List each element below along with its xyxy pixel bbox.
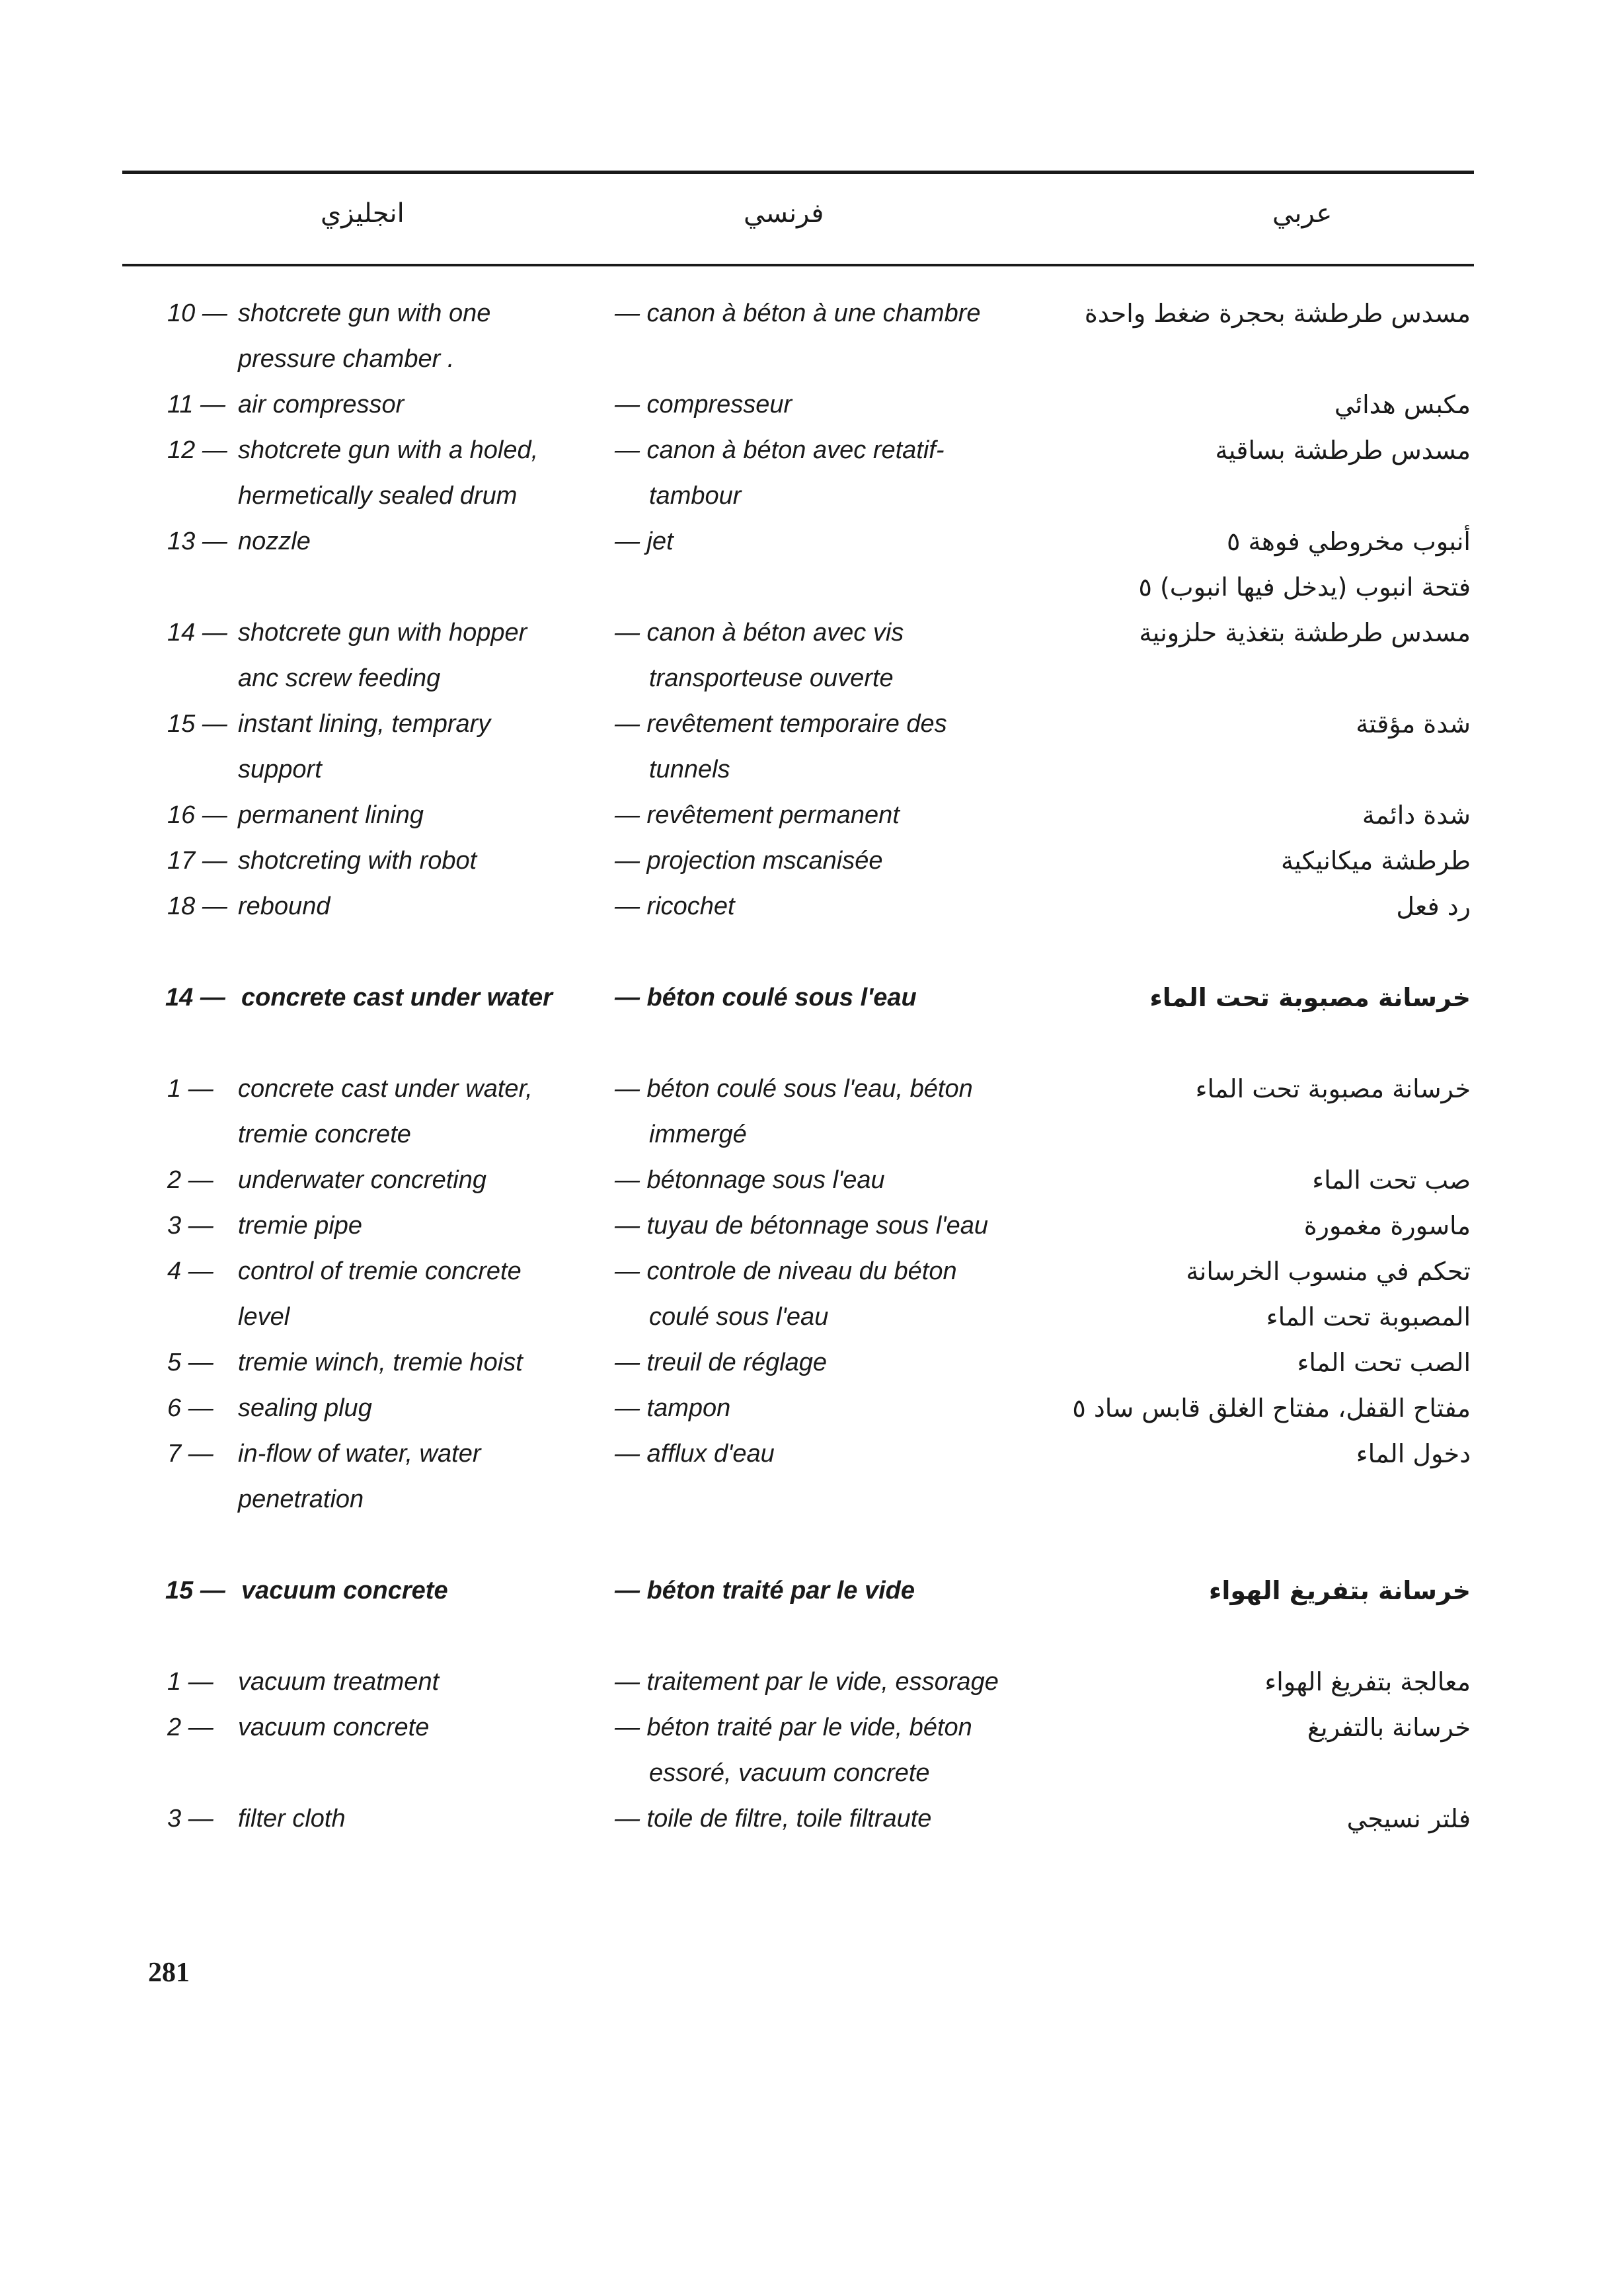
term-english: concrete cast under water [241,984,553,1011]
term-french: coulé sous l'eau [649,1303,829,1331]
term-english: instant lining, temprary [238,710,491,738]
term-english: tremie pipe [238,1212,362,1240]
term-english: level [238,1303,290,1331]
entry-line [0,1249,1624,1294]
entry-line [0,884,1624,930]
term-french: — jet [615,528,674,555]
term-arabic: معالجة بتفريغ الهواء [1264,1667,1471,1696]
term-arabic: شدة مؤقتة [1356,709,1471,738]
term-french: — canon à béton avec retatif- [615,436,945,464]
term-english: tremie winch, tremie hoist [238,1349,523,1376]
term-arabic: شدة دائمة [1362,801,1471,830]
entry-line [0,1158,1624,1203]
term-french: — controle de niveau du béton [615,1257,957,1285]
entry-number: 5 — [167,1349,213,1376]
term-french: essoré, vacuum concrete [649,1759,930,1787]
header-bottom-rule [122,264,1474,266]
term-arabic: مسدس طرطشة بساقية [1215,436,1471,465]
term-french: — revêtement permanent [615,801,900,829]
entry-line [0,1705,1624,1751]
entry-line [0,656,1624,701]
entry-line [0,1659,1624,1705]
term-english: shotcrete gun with a holed, [238,436,539,464]
term-french: — toile de filtre, toile filtraute [615,1805,932,1833]
entry-number: 1 — [167,1668,213,1696]
term-arabic: فتحة انبوب (يدخل فيها انبوب) ٥ [1138,573,1471,602]
term-english: shotcrete gun with one [238,299,491,327]
entry-line [0,1386,1624,1431]
term-french: immergé [649,1121,747,1148]
term-arabic: تحكم في منسوب الخرسانة [1186,1257,1471,1286]
term-arabic: مكبس هدائي [1334,390,1471,419]
entry-line [0,1066,1624,1112]
header-french: فرنسي [744,198,824,229]
entry-line [0,1294,1624,1340]
section-heading [0,975,1624,1021]
term-arabic: ماسورة مغمورة [1303,1211,1471,1240]
term-arabic: فلتر نسيجي [1346,1804,1471,1833]
term-english: shotcreting with robot [238,847,477,875]
entry-line [0,610,1624,656]
entry-line [0,838,1624,884]
term-french: — canon à béton avec vis [615,619,904,647]
term-english: filter cloth [238,1805,346,1833]
entry-number: 10 — [167,299,227,327]
term-french: — treuil de réglage [615,1349,828,1376]
entry-number: 4 — [167,1257,213,1285]
entry-line [0,1112,1624,1158]
header-arabic: عربي [1272,198,1333,229]
term-arabic: المصبوبة تحت الماء [1266,1302,1471,1331]
term-english: nozzle [238,528,311,555]
term-arabic: خرسانة مصبوبة تحت الماء [1195,1074,1471,1103]
term-english: tremie concrete [238,1121,411,1148]
term-french: tunnels [649,756,730,783]
entry-number: 17 — [167,847,227,875]
term-english: rebound [238,892,330,920]
entry-line [0,1796,1624,1842]
entry-number: 13 — [167,528,227,555]
term-english: in-flow of water, water [238,1440,481,1468]
entry-number: 16 — [167,801,227,829]
entry-line [0,1203,1624,1249]
term-arabic: أنبوب مخروطي فوهة ٥ [1227,527,1471,556]
entry-line [0,747,1624,793]
entry-line [0,1477,1624,1523]
entry-number: 7 — [167,1440,213,1468]
column-headers [122,198,1474,245]
term-french: — bétonnage sous l'eau [615,1166,885,1194]
entries-list [0,291,1624,1842]
entry-line [0,382,1624,428]
top-rule [122,171,1474,174]
term-arabic: الصب تحت الماء [1297,1348,1471,1377]
term-arabic: دخول الماء [1356,1439,1471,1468]
term-english: penetration [238,1485,364,1513]
term-french: — béton traité par le vide [615,1577,915,1604]
entry-number: 14 — [165,984,225,1011]
term-arabic: رد فعل [1396,892,1471,921]
entry-line [0,291,1624,336]
header-english: انجليزي [321,198,405,229]
term-french: — tuyau de bétonnage sous l'eau [615,1212,989,1240]
entry-line [0,519,1624,565]
term-french: — béton coulé sous l'eau, béton [615,1075,973,1103]
term-english: anc screw feeding [238,664,441,692]
term-french: — afflux d'eau [615,1440,775,1468]
entry-line [0,1751,1624,1796]
term-french: tambour [649,482,742,510]
term-french: — tampon [615,1394,731,1422]
entry-number: 2 — [167,1714,213,1741]
term-french: — compresseur [615,391,793,418]
entry-line [0,1340,1624,1386]
term-english: pressure chamber . [238,345,455,373]
term-arabic: خرسانة بالتفريغ [1307,1713,1471,1742]
term-arabic: مسدس طرطشة بحجرة ضغط واحدة [1084,299,1471,328]
entry-line [0,565,1624,610]
spacer [0,1523,1624,1568]
term-english: support [238,756,322,783]
entry-number: 18 — [167,892,227,920]
entry-number: 3 — [167,1212,213,1240]
term-english: hermetically sealed drum [238,482,518,510]
entry-number: 15 — [165,1577,225,1604]
term-french: — ricochet [615,892,735,920]
term-arabic: خرسانة بتفريغ الهواء [1208,1576,1471,1605]
term-english: vacuum concrete [241,1577,448,1604]
term-arabic: صب تحت الماء [1312,1166,1471,1195]
section-heading [0,1568,1624,1614]
term-english: permanent lining [238,801,424,829]
entry-number: 12 — [167,436,227,464]
entry-number: 2 — [167,1166,213,1194]
term-english: vacuum treatment [238,1668,440,1696]
term-french: — projection mscanisée [615,847,883,875]
spacer [0,930,1624,975]
term-arabic: خرسانة مصبوبة تحت الماء [1149,983,1471,1012]
entry-number: 15 — [167,710,227,738]
term-english: shotcrete gun with hopper [238,619,527,647]
entry-number: 11 — [167,391,226,418]
term-french: — béton coulé sous l'eau [615,984,917,1011]
entry-line [0,336,1624,382]
term-english: air compressor [238,391,405,418]
term-french: transporteuse ouverte [649,664,894,692]
entry-line [0,473,1624,519]
entry-line [0,428,1624,473]
term-french: — béton traité par le vide, béton [615,1714,972,1741]
term-english: vacuum concrete [238,1714,430,1741]
entry-line [0,793,1624,838]
page-number: 281 [148,1958,190,1988]
term-arabic: مسدس طرطشة بتغذية حلزونية [1139,618,1471,647]
term-french: — traitement par le vide, essorage [615,1668,999,1696]
term-french: — revêtement temporaire des [615,710,947,738]
term-english: control of tremie concrete [238,1257,522,1285]
spacer [0,1614,1624,1659]
term-english: sealing plug [238,1394,372,1422]
term-french: — canon à béton à une chambre [615,299,981,327]
entry-number: 3 — [167,1805,213,1833]
term-arabic: طرطشة ميكانيكية [1280,846,1471,875]
entry-line [0,1431,1624,1477]
entry-line [0,701,1624,747]
entry-number: 14 — [167,619,227,647]
spacer [0,1021,1624,1066]
entry-number: 1 — [167,1075,213,1103]
term-arabic: مفتاح القفل، مفتاح الغلق قابس ساد ٥ [1072,1394,1471,1423]
term-english: underwater concreting [238,1166,486,1194]
term-english: concrete cast under water, [238,1075,533,1103]
entry-number: 6 — [167,1394,213,1422]
